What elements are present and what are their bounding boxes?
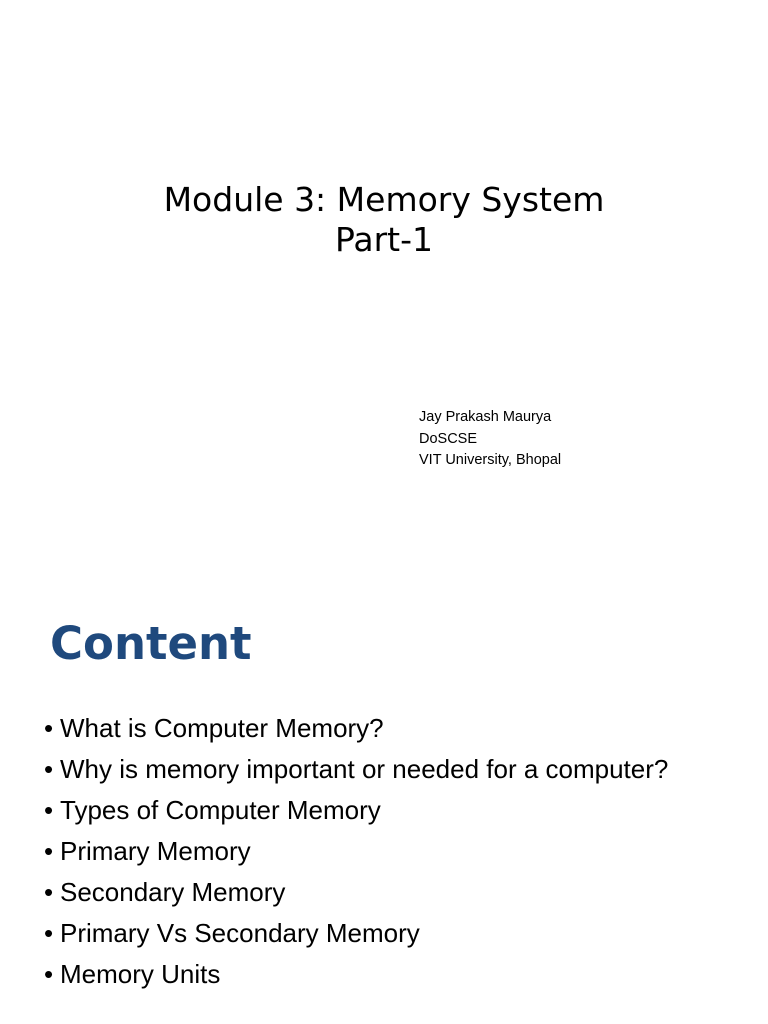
list-item-text: What is Computer Memory? <box>60 713 384 743</box>
list-item-text: Why is memory important or needed for a computer? <box>60 754 669 784</box>
slide-title-line-1: Module 3: Memory System <box>163 180 605 219</box>
bullet-icon: • <box>44 713 54 743</box>
bullet-icon: • <box>44 959 54 989</box>
list-item-text: Primary Vs Secondary Memory <box>60 918 420 948</box>
list-item <box>44 917 744 949</box>
author-name: Jay Prakash Maurya <box>419 409 552 425</box>
bullet-icon: • <box>44 754 54 784</box>
list-item <box>44 753 744 785</box>
author-university: VIT University, Bhopal <box>419 452 562 468</box>
author-department: DoSCSE <box>419 430 478 447</box>
list-item-text: Primary Memory <box>60 836 251 866</box>
content-bullet-list <box>44 712 744 999</box>
bullet-icon: • <box>44 795 54 825</box>
content-title: Content <box>50 617 252 670</box>
list-item <box>44 958 744 990</box>
list-item <box>44 835 744 867</box>
slide-title <box>0 180 768 260</box>
author-block <box>419 407 561 472</box>
bullet-icon: • <box>44 877 54 907</box>
content-slide <box>0 576 768 1024</box>
list-item <box>44 712 744 744</box>
list-item <box>44 794 744 826</box>
list-item <box>44 876 744 908</box>
bullet-icon: • <box>44 918 54 948</box>
bullet-icon: • <box>44 836 54 866</box>
list-item-text: Memory Units <box>60 959 221 989</box>
list-item-text: Types of Computer Memory <box>60 795 381 825</box>
slide-title-line-2: Part-1 <box>334 220 434 259</box>
list-item-text: Secondary Memory <box>60 877 286 907</box>
